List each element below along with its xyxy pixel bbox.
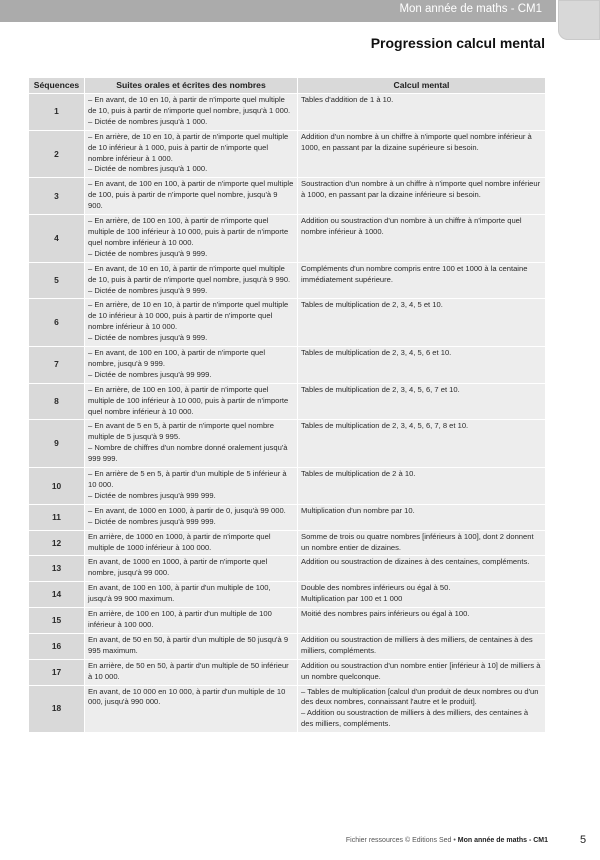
table-body (29, 94, 546, 733)
suites-cell-line: – Dictée de nombres jusqu'à 9 999. (88, 285, 208, 295)
page-tab (558, 0, 600, 40)
sequence-number: 4 (29, 215, 85, 263)
table-row (29, 659, 546, 685)
calcul-cell-line: Tables de multiplication de 2, 3, 4, 5, 6 et 10. (301, 348, 452, 358)
table-row (29, 504, 546, 530)
footer-book: Mon année de maths - CM1 (457, 837, 548, 844)
calcul-cell-line: Multiplication par 100 et 1 000 (301, 594, 403, 604)
suites-cell-line: – En avant, de 1000 en 1000, à partir de 0, jusqu'à 99 000. (88, 505, 286, 515)
table-row (29, 130, 546, 178)
calcul-cell (298, 633, 546, 659)
suites-cell (85, 347, 298, 384)
suites-cell-line: En arrière, de 100 en 100, à partir d'un multiple de 100 inférieur à 100 000. (88, 609, 272, 629)
calcul-cell-line: Tables de multiplication de 2, 3, 4, 5, 6, 7, 8 et 10. (301, 421, 469, 431)
calcul-cell (298, 347, 546, 384)
header-suites: Suites orales et écrites des nombres (85, 78, 298, 94)
footer-publisher: Fichier ressources © Editions Sed • (345, 837, 456, 844)
sequence-number: 18 (29, 685, 85, 733)
suites-cell (85, 383, 298, 420)
calcul-cell-line: – Addition ou soustraction de milliers à des milliers, des centaines à des milliers, compléments. (301, 708, 529, 729)
suites-cell (85, 299, 298, 347)
sequence-number: 11 (29, 504, 85, 530)
suites-cell-line: – Dictée de nombres jusqu'à 9 999. (88, 333, 208, 343)
footer-credit (346, 837, 548, 844)
calcul-cell (298, 530, 546, 556)
calcul-cell-line: Tables de multiplication de 2, 3, 4, 5 et 10. (301, 300, 443, 310)
suites-cell (85, 582, 298, 608)
suites-cell (85, 262, 298, 299)
suites-cell-line: En arrière, de 1000 en 1000, à partir de n'importe quel multiple de 1000 inférieur à 100 000. (88, 531, 271, 552)
calcul-cell-line: Somme de trois ou quatre nombres [inférieurs à 100], dont 2 donnent un nombre entier de dizaines. (301, 531, 534, 552)
table-row (29, 215, 546, 263)
calcul-cell-line: Addition d'un nombre à un chiffre à n'importe quel nombre inférieur à 1000, en passant par la dizaine supérieure si besoin. (301, 131, 532, 152)
sequence-number: 12 (29, 530, 85, 556)
sequence-number: 10 (29, 468, 85, 505)
suites-cell (85, 556, 298, 582)
table-row (29, 556, 546, 582)
calcul-cell (298, 215, 546, 263)
suites-cell-line: – En arrière de 5 en 5, à partir d'un multiple de 5 inférieur à 10 000. (88, 469, 287, 489)
page-number: 5 (580, 834, 587, 846)
sequence-number: 16 (29, 633, 85, 659)
suites-cell-line: – En avant, de 100 en 100, à partir de n'importe quel nombre, jusqu'à 9 999. (88, 348, 266, 368)
suites-cell-line: En avant, de 1000 en 1000, à partir de n'importe quel nombre, jusqu'à 99 000. (88, 557, 268, 578)
calcul-cell-line: Addition ou soustraction d'un nombre à un chiffre à n'importe quel nombre inférieur à 1000. (301, 216, 522, 236)
header-band (0, 0, 556, 22)
suites-cell (85, 468, 298, 505)
calcul-cell (298, 383, 546, 420)
sequence-number: 13 (29, 556, 85, 582)
table-row (29, 633, 546, 659)
calcul-cell (298, 659, 546, 685)
page-title: Progression calcul mental (370, 35, 545, 51)
suites-cell-line: – En avant, de 10 en 10, à partir de n'importe quel multiple de 10, puis à partir de n'importe quel nombre, jusqu'à 1 000. (88, 95, 291, 115)
suites-cell (85, 130, 298, 178)
table-row (29, 468, 546, 505)
suites-cell-line: – Dictée de nombres jusqu'à 999 999. (88, 490, 216, 500)
sequence-number: 1 (29, 94, 85, 131)
calcul-cell-line: Soustraction d'un nombre à un chiffre à n'importe quel nombre inférieur à 1000, en passant par la dizaine inférieure si besoin. (301, 179, 541, 200)
calcul-cell-line: Tables de multiplication de 2 à 10. (301, 469, 416, 479)
calcul-cell (298, 262, 546, 299)
suites-cell (85, 504, 298, 530)
calcul-cell-line: – Tables de multiplication [calcul d'un produit de deux nombres ou d'un des deux nombres, connaissant l'autre et le produit]. (301, 686, 539, 707)
calcul-cell (298, 608, 546, 634)
table-row (29, 178, 546, 215)
sequence-number: 8 (29, 383, 85, 420)
sequence-number: 14 (29, 582, 85, 608)
suites-cell (85, 685, 298, 733)
suites-cell-line: En avant, de 10 000 en 10 000, à partir d'un multiple de 10 000, jusqu'à 990 000. (88, 686, 286, 707)
book-brand: Mon année de maths - CM1 (399, 3, 542, 15)
calcul-cell (298, 556, 546, 582)
suites-cell-line: – En arrière, de 10 en 10, à partir de n'importe quel multiple de 10 inférieur à 10 000, puis à partir de n'importe quel nombre inférieur à 10 000. (88, 300, 289, 332)
suites-cell-line: – Dictée de nombres jusqu'à 99 999. (88, 369, 212, 379)
sequence-number: 17 (29, 659, 85, 685)
sequence-number: 2 (29, 130, 85, 178)
sequence-number: 3 (29, 178, 85, 215)
suites-cell (85, 215, 298, 263)
table-header-row (29, 78, 546, 94)
table-row (29, 608, 546, 634)
calcul-cell (298, 299, 546, 347)
suites-cell-line: – En arrière, de 100 en 100, à partir de n'importe quel multiple de 100 inférieur à 10 000, puis à partir de n'importe quel nombre inférieur à 10 000. (88, 216, 289, 247)
table-row (29, 94, 546, 131)
suites-cell-line: – En avant de 5 en 5, à partir de n'importe quel nombre multiple de 5 jusqu'à 9 995. (88, 421, 274, 442)
suites-cell-line: En avant, de 100 en 100, à partir d'un multiple de 100, jusqu'à 99 900 maximum. (88, 583, 271, 604)
suites-cell-line: En avant, de 50 en 50, à partir d'un multiple de 50 jusqu'à 9 995 maximum. (88, 634, 289, 655)
sequence-number: 9 (29, 420, 85, 468)
suites-cell (85, 94, 298, 131)
table-row (29, 582, 546, 608)
sequence-number: 15 (29, 608, 85, 634)
table-row (29, 685, 546, 733)
calcul-cell-line: Tables d'addition de 1 à 10. (301, 95, 394, 104)
suites-cell-line: En arrière, de 50 en 50, à partir d'un multiple de 50 inférieur à 10 000. (88, 660, 289, 681)
suites-cell (85, 178, 298, 215)
suites-cell-line: – Dictée de nombres jusqu'à 1 000. (88, 116, 208, 126)
table-row (29, 347, 546, 384)
calcul-cell (298, 178, 546, 215)
header-calcul: Calcul mental (298, 78, 546, 94)
calcul-cell (298, 685, 546, 733)
calcul-cell-line: Addition ou soustraction d'un nombre entier [inférieur à 10] de milliers à un nombre quelconque. (301, 660, 541, 681)
progression-table (28, 77, 546, 733)
calcul-cell-line: Tables de multiplication de 2, 3, 4, 5, 6, 7 et 10. (301, 384, 460, 394)
calcul-cell-line: Compléments d'un nombre compris entre 100 et 1000 à la centaine immédiatement supérieure. (301, 263, 528, 284)
calcul-cell (298, 420, 546, 468)
table-row (29, 299, 546, 347)
calcul-cell (298, 468, 546, 505)
calcul-cell-line: Addition ou soustraction de dizaines à des centaines, compléments. (301, 557, 530, 567)
table-row (29, 420, 546, 468)
table-row (29, 530, 546, 556)
suites-cell-line: – Dictée de nombres jusqu'à 1 000. (88, 164, 208, 174)
calcul-cell-line: Double des nombres inférieurs ou égal à 50. (301, 583, 451, 593)
sequence-number: 7 (29, 347, 85, 384)
calcul-cell-line: Moitié des nombres pairs inférieurs ou égal à 100. (301, 609, 470, 619)
header-sequences: Séquences (29, 78, 85, 94)
calcul-cell-line: Multiplication d'un nombre par 10. (301, 505, 415, 515)
suites-cell (85, 633, 298, 659)
suites-cell-line: – En avant, de 10 en 10, à partir de n'importe quel multiple de 10, puis à partir de n'importe quel nombre, jusqu'à 9 990. (88, 263, 291, 284)
calcul-cell-line: Addition ou soustraction de milliers à des milliers, de centaines à des milliers, compléments. (301, 634, 533, 655)
suites-cell-line: – En arrière, de 10 en 10, à partir de n'importe quel multiple de 10 inférieur à 1 000, puis à partir de n'importe quel nombre inférieur à 1 000. (88, 131, 289, 163)
suites-cell-line: – En arrière, de 100 en 100, à partir de n'importe quel multiple de 100 inférieur à 10 000, puis à partir de n'importe quel nombre inférieur à 10 000. (88, 384, 289, 416)
suites-cell-line: – En avant, de 100 en 100, à partir de n'importe quel multiple de 100, puis à partir de n'importe quel nombre, jusqu'à 9 900. (88, 179, 294, 211)
calcul-cell (298, 504, 546, 530)
suites-cell (85, 530, 298, 556)
sequence-number: 5 (29, 262, 85, 299)
sequence-number: 6 (29, 299, 85, 347)
suites-cell-line: – Dictée de nombres jusqu'à 9 999. (88, 248, 208, 258)
calcul-cell (298, 582, 546, 608)
calcul-cell (298, 130, 546, 178)
table-row (29, 383, 546, 420)
suites-cell (85, 420, 298, 468)
suites-cell (85, 659, 298, 685)
suites-cell-line: – Nombre de chiffres d'un nombre donné oralement jusqu'à 999 999. (88, 443, 288, 464)
calcul-cell (298, 94, 546, 131)
suites-cell (85, 608, 298, 634)
table-row (29, 262, 546, 299)
suites-cell-line: – Dictée de nombres jusqu'à 999 999. (88, 516, 216, 526)
